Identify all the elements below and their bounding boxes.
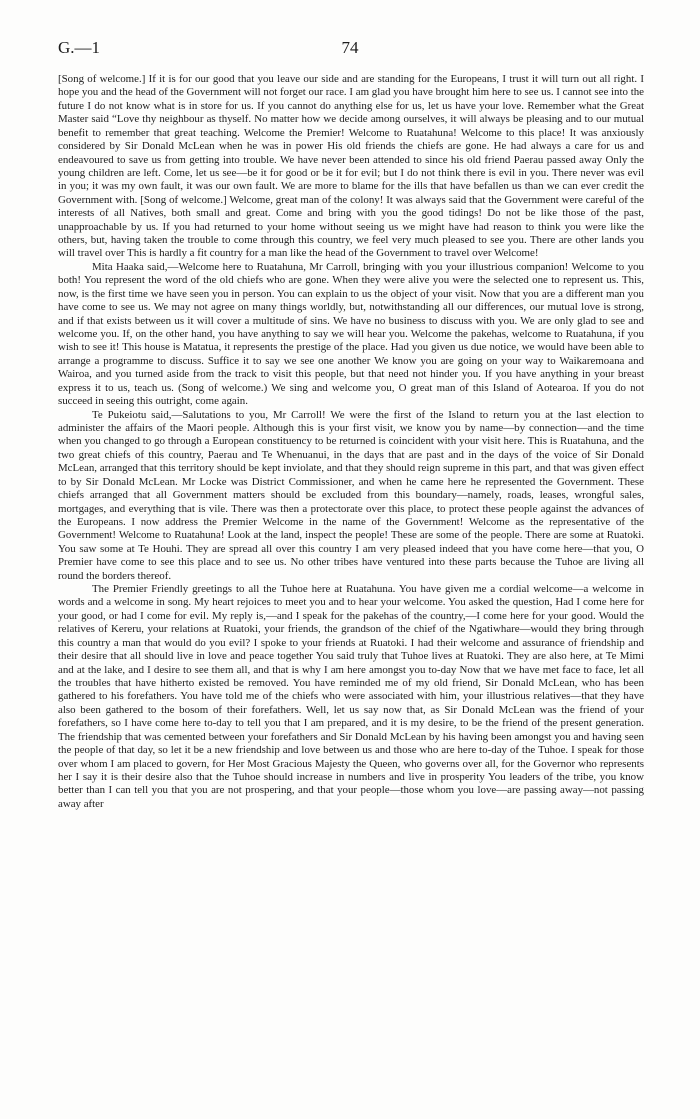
page-number: 74 bbox=[341, 38, 359, 57]
paragraph-mita-haaka: Mita Haaka said,—Welcome here to Ruatahuna, Mr Carroll, bringing with you your illustrious companion! Welcome to you both! You represent the word of the old chiefs who are gone. When they were alive you were the selected one to represent us. This, now, is the first time we have seen you in person. You can explain to us the object of your visit. Now that you are a different man you have come to see us. We may not agree on many things worldly, but, notwithstanding all our differences, our mutual love is strong, and if that exists between us it will cover a multitude of sins. We have no business to discuss with you. We are only glad to see and welcome you. If, on the other hand, you have anything to say we will hear you. Welcome the pakehas, welcome to Ruatahuna, if you wish to see it! This house is Matatua, it represents the prestige of the place. Had you given us due notice, we would have been able to arrange a programme to discuss. Suffice it to say we see one another We know you are going on your way to Waikaremoana and Wairoa, and you turned aside from the track to visit this people, but that need not hinder you. If you have anything in your breast express it to us, teach us. (Song of welcome.) We sing and welcome you, O great man of this Island of Aotearoa. If you do not succeed in seeing this outright, come again. bbox=[58, 260, 644, 408]
paragraph-song-of-welcome: [Song of welcome.] If it is for our good that you leave our side and are standing for the Europeans, I trust it will turn out all right. I hope you and the head of the Government will not forget our race. I am glad you have brought him here to see us. I cannot see into the future I do not know what is in store for us. If you cannot do anything else for us, let us have your love. Remember what the Great Master said “Love thy neighbour as thyself. No matter how we decide among ourselves, it will always be pleasing and to our mutual benefit to remember that great teaching. Welcome the Premier! Welcome to Ruatahuna! Welcome to this place! It was anxiously considered by Sir Donald McLean when he was in power His old friends the chiefs are gone. He had always a care for us and endeavoured to save us from getting into trouble. We have never been attended to since his old friend Paerau passed away Only the young children are left. Come, let us see—be it for good or be it for evil; but I do not think there is evil in you. There never was evil in you; it was my own fault, it was our own fault. We are more to blame for the ills that have befallen us than we can ever credit the Government with. [Song of welcome.] Welcome, great man of the colony! It was always said that the Government were careful of the interests of all Natives, both small and great. Come and bring with you the good tidings! Do not be like those of the past, unapproachable by us. If you had returned to your home without seeing us we might have had reason to think you were like the others, but, having taken the trouble to come through this country, we feel very much pleased to see you. There are other lands you will travel over This is hardly a fit country for a man like the head of the Government to travel over Welcome! bbox=[58, 73, 644, 260]
paragraph-te-pukeiotu: Te Pukeiotu said,—Salutations to you, Mr Carroll! We were the first of the Island to return you at the last election to administer the affairs of the Maori people. Although this is your first visit, we know you by name—by connection—and the time when you changed to go through a European constituency to be returned is coincident with your visit here. This is Ruatahuna, and the two great chiefs of this country, Paerau and Te Whenuanui, in the days that are past and in the days of the voice of Sir Donald McLean, arranged that this territory should be kept inviolate, and that they should reign supreme in this part, and that was given effect to by Sir Donald McLean. Mr Locke was District Commissioner, and when he came here he represented the Government. These chiefs arranged that all Government matters should be excluded from this boundary—namely, roads, leases, wrongful sales, mortgages, and everything that is vile. There was then a protectorate over this place, to protect these people against the advances of the Europeans. I now address the Premier Welcome in the name of the Government! Welcome as the representative of the Government! Welcome to Ruatahuna! Look at the land, inspect the people! These are some of the people. There are some at Ruatoki. You saw some at Te Houhi. They are spread all over this country I am very pleased indeed that you have come here—that you, O Premier have come to see this place and to see us. No other tribes have ventured into these parts because the Tuhoe are living all round the borders thereof. bbox=[58, 408, 644, 582]
body-text bbox=[58, 73, 644, 811]
page-reference: G.—1 bbox=[58, 38, 101, 57]
paragraph-the-premier: The Premier Friendly greetings to all the Tuhoe here at Ruatahuna. You have given me a cordial welcome—a welcome in words and a welcome in song. My heart rejoices to meet you and to hear your welcome. You asked the question, Had I come here for your good, or had I come for evil. My reply is,—and I speak for the pakehas of the country,—I come here for your good. Would the relatives of Kereru, your relations at Ruatoki, your friends, the grandson of the chief of the Ngatiwhare—would they bring through this country a man that would do you evil? I spoke to your friends at Ruatoki. I had their welcome and assurance of friendship and their desire that all should live in love and peace together You said truly that Tuhoe lives at Ruatoki. They are also here, at Te Mimi and at the lake, and I desire to see them all, and that is why I am here amongst you to-day Now that we have met face to face, let all the troubles that have hitherto existed be removed. You have reminded me of my old friend, Sir Donald McLean, who has been gathered to his forefathers. You have told me of the chiefs who were associated with him, your illustrious relatives—that they have also been gathered to the bosom of their forefathers. Well, let us say now that, as Sir Donald McLean was the friend of your forefathers, so I have come here to-day to tell you that I am prepared, and it is my desire, to be the friend of the present generation. The friendship that was cemented between your forefathers and Sir Donald McLean by his having been amongst you and having seen the people of that day, so let it be a new friendship and love between us and those who are here to-day of the Tuhoe. I speak for those over whom I am placed to govern, for Her Most Gracious Majesty the Queen, who governs over all, for the Governor who represents her I say it is their desire also that the Tuhoe should increase in numbers and live in prosperity You leaders of the tribe, you know better than I can tell you that you are not prospering, and that your people—those whom you love—are passing away—not passing away after bbox=[58, 583, 644, 810]
page-header bbox=[58, 38, 642, 60]
